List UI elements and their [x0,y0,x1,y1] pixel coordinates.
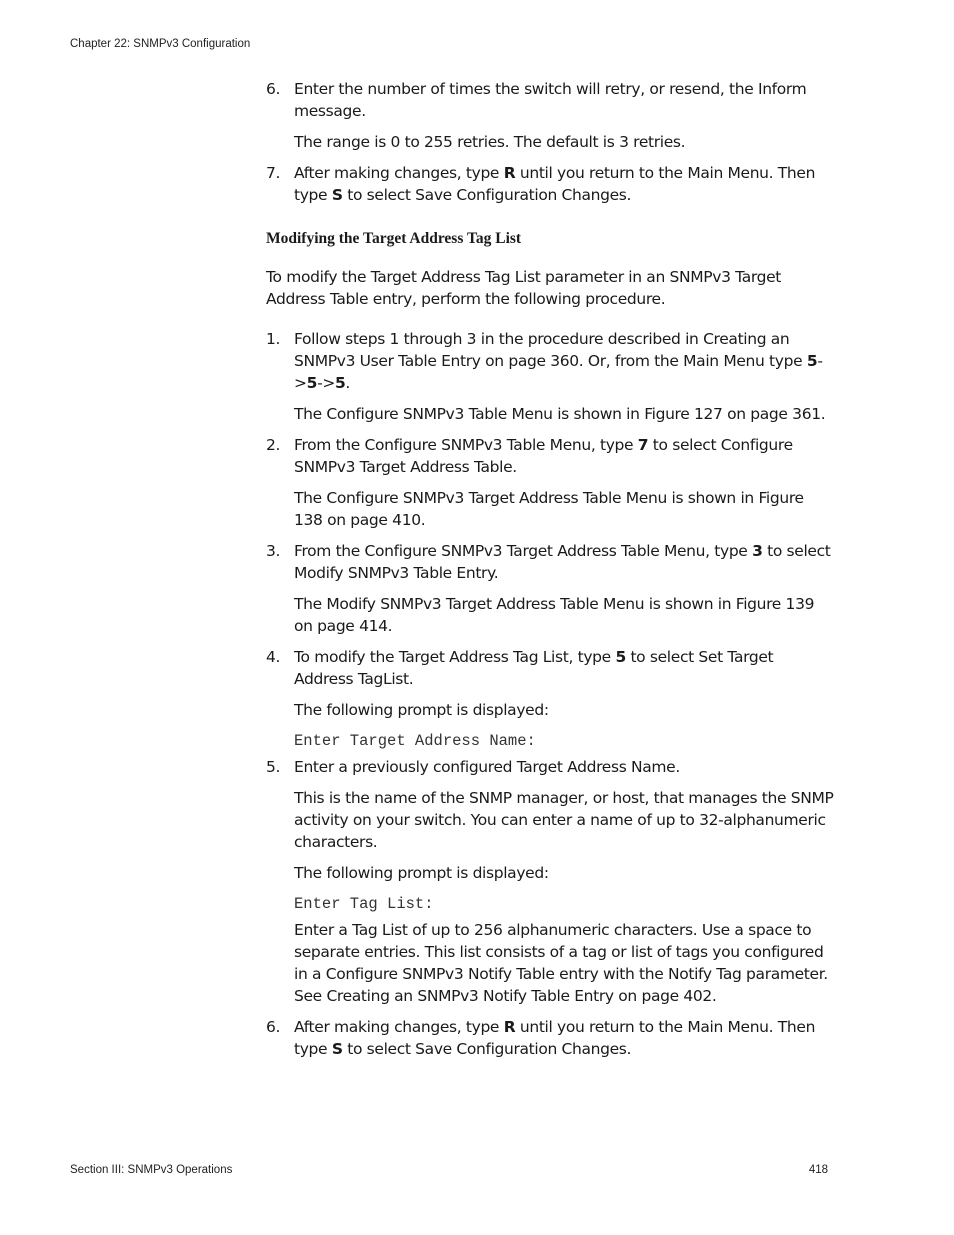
step-text: Enter a previously configured Target Address Name. [294,758,680,776]
step-item [266,434,836,478]
step-item [266,78,836,122]
key-separator: -> [317,374,335,392]
step-text: From the Configure SNMPv3 Table Menu, type [294,436,638,454]
prompt-code: Enter Target Address Name: [294,732,536,750]
step-note: The Configure SNMPv3 Target Address Table Menu is shown in Figure 138 on page 410. [294,489,804,529]
key-label: R [503,164,516,182]
step-number: 4. [266,648,281,666]
step-item [266,328,836,394]
step-text: to select Set Target Address TagList. [294,648,774,688]
key-label: 5 [306,374,318,392]
intro-paragraph: To modify the Target Address Tag List parameter in an SNMPv3 Target Address Table entry, perform the following procedure. [266,268,782,308]
step-note: The Configure SNMPv3 Table Menu is shown in Figure 127 on page 361. [294,405,826,423]
step-text: until you return to the Main Menu. Then type [294,1018,816,1058]
step-note: The Modify SNMPv3 Target Address Table Menu is shown in Figure 139 on page 414. [294,595,815,635]
step-item [266,646,836,690]
step-text: to select Save Configuration Changes. [342,186,632,204]
key-label: 5 [615,648,626,666]
key-label: S [331,1040,343,1058]
step-text: until you return to the Main Menu. Then type [294,164,816,204]
step-number: 6. [266,80,281,98]
step-number: 6. [266,1018,281,1036]
step-number: 5. [266,758,281,776]
page-body [266,78,836,1069]
step-note: The following prompt is displayed: [294,864,549,882]
step-note: The range is 0 to 255 retries. The default is 3 retries. [294,133,686,151]
step-number: 3. [266,542,281,560]
step-item [266,756,836,778]
step-text: to select Modify SNMPv3 Table Entry. [294,542,831,582]
step-text: After making changes, type [294,164,504,182]
step-note: The following prompt is displayed: [294,701,549,719]
step-item [266,162,836,206]
running-footer: Section III: SNMPv3 Operations [70,1164,233,1176]
key-label: 3 [752,542,763,560]
step-text: After making changes, type [294,1018,504,1036]
key-label: S [331,186,343,204]
key-label: R [503,1018,516,1036]
step-text: To modify the Target Address Tag List, type [294,648,616,666]
step-number: 1. [266,330,281,348]
step-text: to select Save Configuration Changes. [342,1040,632,1058]
step-note: Enter a Tag List of up to 256 alphanumeric characters. Use a space to separate entries. This list consists of a tag or list of tags you configured in a Configure SNMPv3 Notify Table entry with the Notify Tag parameter. See Creating an SNMPv3 Notify Table Entry on page 402. [294,921,828,1005]
page-number: 418 [808,1164,828,1176]
step-note: This is the name of the SNMP manager, or host, that manages the SNMP activity on your switch. You can enter a name of up to 32-alphanumeric characters. [294,789,834,851]
key-separator: -> [294,352,823,392]
step-text: to select Configure SNMPv3 Target Address Table. [294,436,793,476]
step-text: Enter the number of times the switch will retry, or resend, the Inform message. [294,80,807,120]
prompt-code: Enter Tag List: [294,895,434,913]
step-item [266,540,836,584]
step-item [266,1016,836,1060]
key-label: 7 [637,436,649,454]
key-label: 5 [334,374,346,392]
running-header: Chapter 22: SNMPv3 Configuration [70,38,251,50]
step-text: From the Configure SNMPv3 Target Address Table Menu, type [294,542,753,560]
step-text: . [345,374,350,392]
section-heading: Modifying the Target Address Tag List [266,230,522,247]
step-number: 7. [266,164,281,182]
step-number: 2. [266,436,281,454]
step-text: Follow steps 1 through 3 in the procedure described in Creating an SNMPv3 User Table Entry on page 360. Or, from the Main Menu type [294,330,807,370]
key-label: 5 [806,352,818,370]
